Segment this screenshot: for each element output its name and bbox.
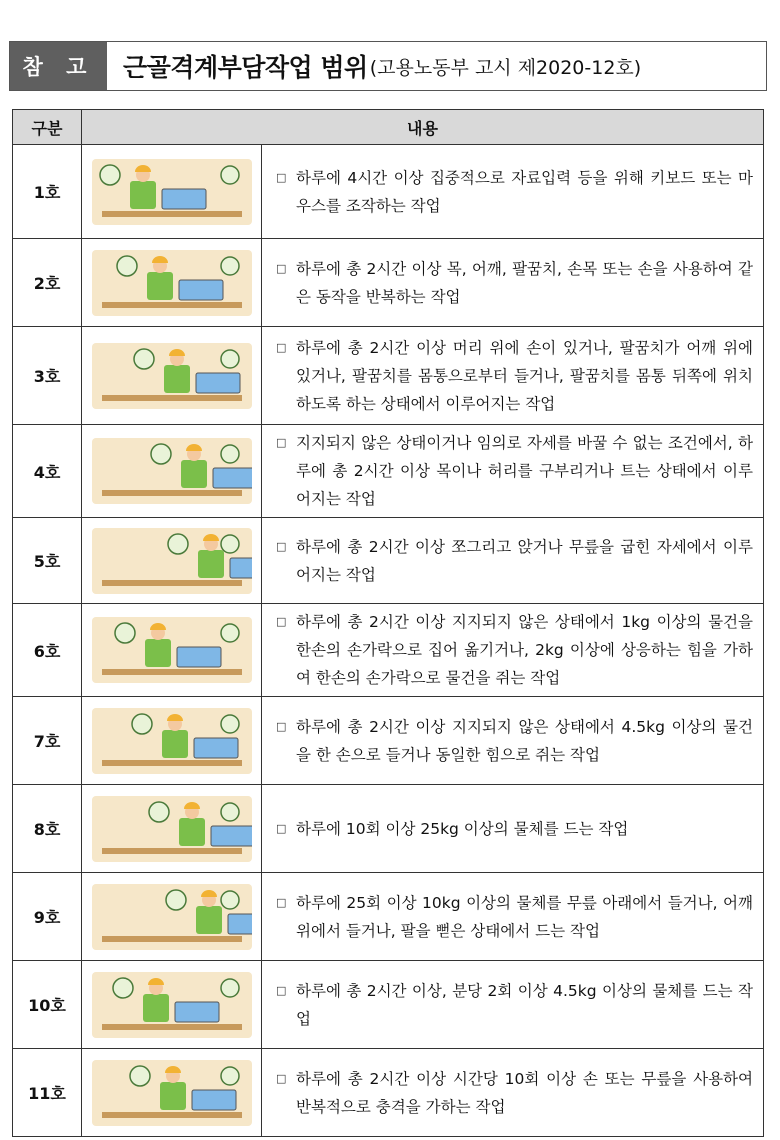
content-cell [262,1049,764,1137]
bent-posture-worker-illustration [92,438,252,504]
squatting-worker-illustration [92,528,252,594]
column-header-content: 내용 [82,110,764,145]
work-description: 하루에 총 2시간 이상 지지되지 않은 상태에서 1kg 이상의 물건을 한손의 손가락으로 집어 옮기거나, 2kg 이상에 상응하는 힘을 가하여 한손의 손가락으로 물건을 쥐는 작업 [296,613,753,687]
category-number: 3호 [13,327,82,425]
table-row [13,239,764,327]
table-row [13,873,764,961]
reaching-lifting-worker-illustration [92,884,252,950]
category-number: 8호 [13,785,82,873]
content-cell [262,697,764,785]
overhead-painting-worker-illustration [92,343,252,409]
document-header [9,41,767,91]
column-header-category: 구분 [13,110,82,145]
illustration-cell [82,327,262,425]
table-row [13,518,764,604]
work-description: 하루에 총 2시간 이상 쪼그리고 앉거나 무릎을 굽힌 자세에서 이루어지는 작업 [296,537,753,584]
square-bullet-icon: □ [276,821,287,835]
content-cell [262,961,764,1049]
table-header-row [13,110,764,145]
computer-keyboard-worker-illustration [92,159,252,225]
category-number: 5호 [13,518,82,604]
table-row [13,697,764,785]
document-subtitle: (고용노동부 고시 제2020-12호) [369,56,642,79]
content-cell [262,873,764,961]
document-title: 근골격계부담작업 범위 [123,53,368,82]
illustration-cell [82,604,262,697]
square-bullet-icon: □ [276,539,287,553]
table-row [13,145,764,239]
content-cell [262,425,764,518]
category-number: 1호 [13,145,82,239]
illustration-cell [82,961,262,1049]
square-bullet-icon: □ [276,170,287,184]
square-bullet-icon: □ [276,615,287,628]
category-number: 10호 [13,961,82,1049]
content-cell [262,785,764,873]
illustration-cell [82,1049,262,1137]
category-number: 9호 [13,873,82,961]
table-row [13,1049,764,1137]
square-bullet-icon: □ [276,261,287,275]
square-bullet-icon: □ [276,340,287,354]
illustration-cell [82,145,262,239]
category-number: 6호 [13,604,82,697]
content-cell [262,327,764,425]
frequent-lifting-worker-illustration [92,972,252,1038]
illustration-cell [82,785,262,873]
document-title-box [107,42,766,90]
work-description: 하루에 총 2시간 이상 시간당 10회 이상 손 또는 무릎을 사용하여 반복적으로 충격을 가하는 작업 [296,1069,753,1116]
content-cell [262,604,764,697]
work-description: 하루에 총 2시간 이상 머리 위에 손이 있거나, 팔꿈치가 어깨 위에 있거나, 팔꿈치를 몸통으로부터 들거나, 팔꿈치를 몸통 뒤쪽에 위치하도록 하는 상태에서 이루어지는 작업 [296,338,753,413]
illustration-cell [82,518,262,604]
category-number: 7호 [13,697,82,785]
table-row [13,425,764,518]
square-bullet-icon: □ [276,895,287,909]
illustration-cell [82,425,262,518]
table-row [13,327,764,425]
musculoskeletal-work-scope-table [12,109,764,1137]
illustration-cell [82,873,262,961]
illustration-cell [82,697,262,785]
work-description: 하루에 10회 이상 25kg 이상의 물체를 드는 작업 [296,819,629,838]
table-row [13,961,764,1049]
table-row [13,785,764,873]
category-number: 11호 [13,1049,82,1137]
table-row [13,604,764,697]
content-cell [262,518,764,604]
work-description: 하루에 총 2시간 이상 지지되지 않은 상태에서 4.5kg 이상의 물건을 한 손으로 들거나 동일한 힘으로 쥐는 작업 [296,717,753,764]
finger-pinch-grip-worker-illustration [92,617,252,683]
work-description: 하루에 4시간 이상 집중적으로 자료입력 등을 위해 키보드 또는 마우스를 조작하는 작업 [296,168,753,215]
heavy-box-lifting-worker-illustration [92,796,252,862]
content-cell [262,145,764,239]
illustration-cell [82,239,262,327]
reference-tag: 참 고 [10,42,107,90]
work-description: 하루에 총 2시간 이상 목, 어깨, 팔꿈치, 손목 또는 손을 사용하여 같은 동작을 반복하는 작업 [296,259,753,306]
square-bullet-icon: □ [276,1071,287,1085]
work-description: 지지되지 않은 상태이거나 임의로 자세를 바꿀 수 없는 조건에서, 하루에 총 2시간 이상 목이나 허리를 구부리거나 트는 상태에서 이루어지는 작업 [296,434,753,508]
category-number: 2호 [13,239,82,327]
hammering-impact-worker-illustration [92,1060,252,1126]
work-description: 하루에 총 2시간 이상, 분당 2회 이상 4.5kg 이상의 물체를 드는 작업 [296,981,753,1028]
assembly-line-repetitive-hands-illustration [92,250,252,316]
content-cell [262,239,764,327]
work-description: 하루에 25회 이상 10kg 이상의 물체를 무릎 아래에서 들거나, 어깨 위에서 들거나, 팔을 뻗은 상태에서 드는 작업 [296,893,753,940]
one-hand-lifting-worker-illustration [92,708,252,774]
category-number: 4호 [13,425,82,518]
square-bullet-icon: □ [276,436,287,449]
square-bullet-icon: □ [276,719,287,733]
square-bullet-icon: □ [276,983,287,997]
